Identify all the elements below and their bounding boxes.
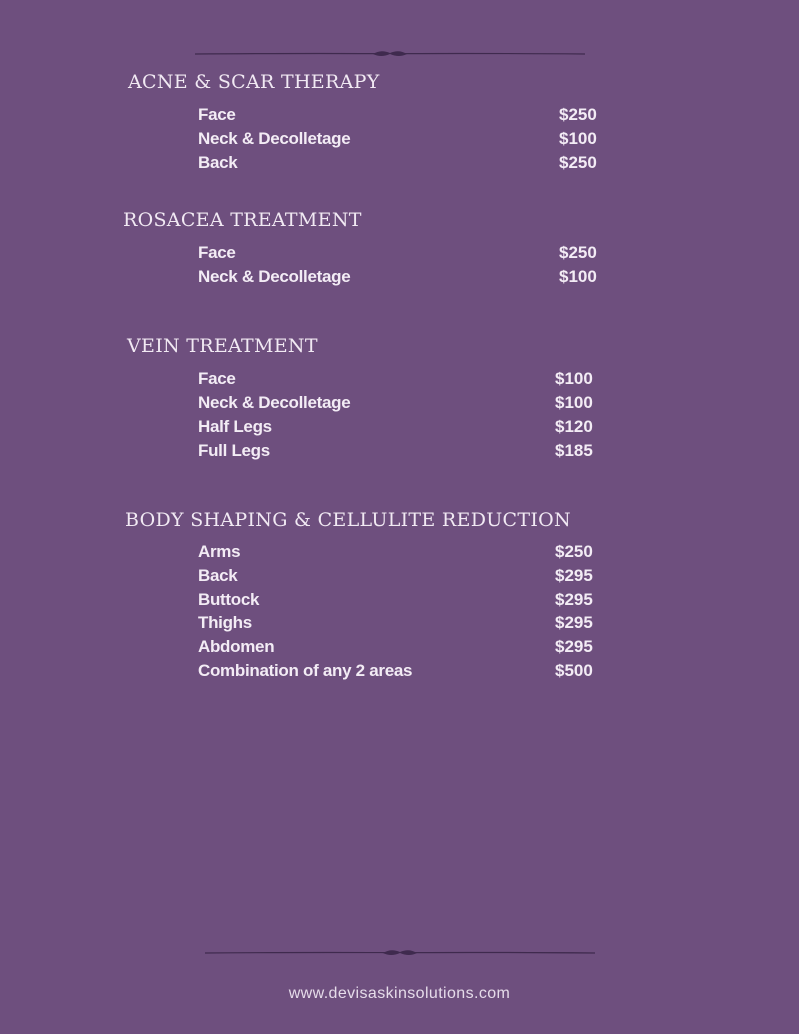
- footer-website-url: www.devisaskinsolutions.com: [288, 985, 511, 1002]
- menu-item-name: Full Legs: [198, 441, 270, 460]
- section-title-rosacea-treatment: ROSACEA TREATMENT: [123, 209, 362, 231]
- menu-item-name: Back: [198, 566, 238, 585]
- menu-item-price: $100: [559, 267, 597, 286]
- menu-item-price: $250: [559, 243, 597, 262]
- menu-item-name: Thighs: [198, 613, 252, 632]
- menu-item-price: $295: [555, 590, 593, 609]
- menu-item-name: Arms: [198, 542, 241, 561]
- menu-item-name: Neck & Decolletage: [198, 129, 351, 148]
- menu-item-price: $295: [555, 637, 593, 656]
- menu-item-name: Buttock: [198, 590, 260, 609]
- menu-item-price: $100: [555, 369, 593, 388]
- menu-item-price: $295: [555, 566, 593, 585]
- menu-item-price: $250: [559, 153, 597, 172]
- menu-item-name: Half Legs: [198, 417, 272, 436]
- section-title-vein-treatment: VEIN TREATMENT: [127, 335, 318, 357]
- bottom-ornament-divider: [205, 947, 595, 959]
- menu-item-price: $250: [559, 105, 597, 124]
- menu-item-name: Back: [198, 153, 238, 172]
- menu-item-name: Face: [198, 369, 236, 388]
- section-title-body-shaping: BODY SHAPING & CELLULITE REDUCTION: [125, 509, 571, 531]
- menu-item-name: Neck & Decolletage: [198, 267, 351, 286]
- menu-item-price: $500: [555, 661, 593, 680]
- menu-item-price: $295: [555, 613, 593, 632]
- menu-item-name: Abdomen: [198, 637, 275, 656]
- menu-item-price: $120: [555, 417, 593, 436]
- menu-item-name: Face: [198, 243, 236, 262]
- menu-item-price: $250: [555, 542, 593, 561]
- menu-item-price: $100: [555, 393, 593, 412]
- menu-item-price: $185: [555, 441, 593, 460]
- section-title-acne-scar-therapy: ACNE & SCAR THERAPY: [128, 71, 380, 93]
- menu-item-name: Neck & Decolletage: [198, 393, 351, 412]
- menu-item-price: $100: [559, 129, 597, 148]
- menu-item-name: Face: [198, 105, 236, 124]
- top-ornament-divider: [195, 48, 585, 60]
- menu-item-name: Combination of any 2 areas: [198, 661, 413, 680]
